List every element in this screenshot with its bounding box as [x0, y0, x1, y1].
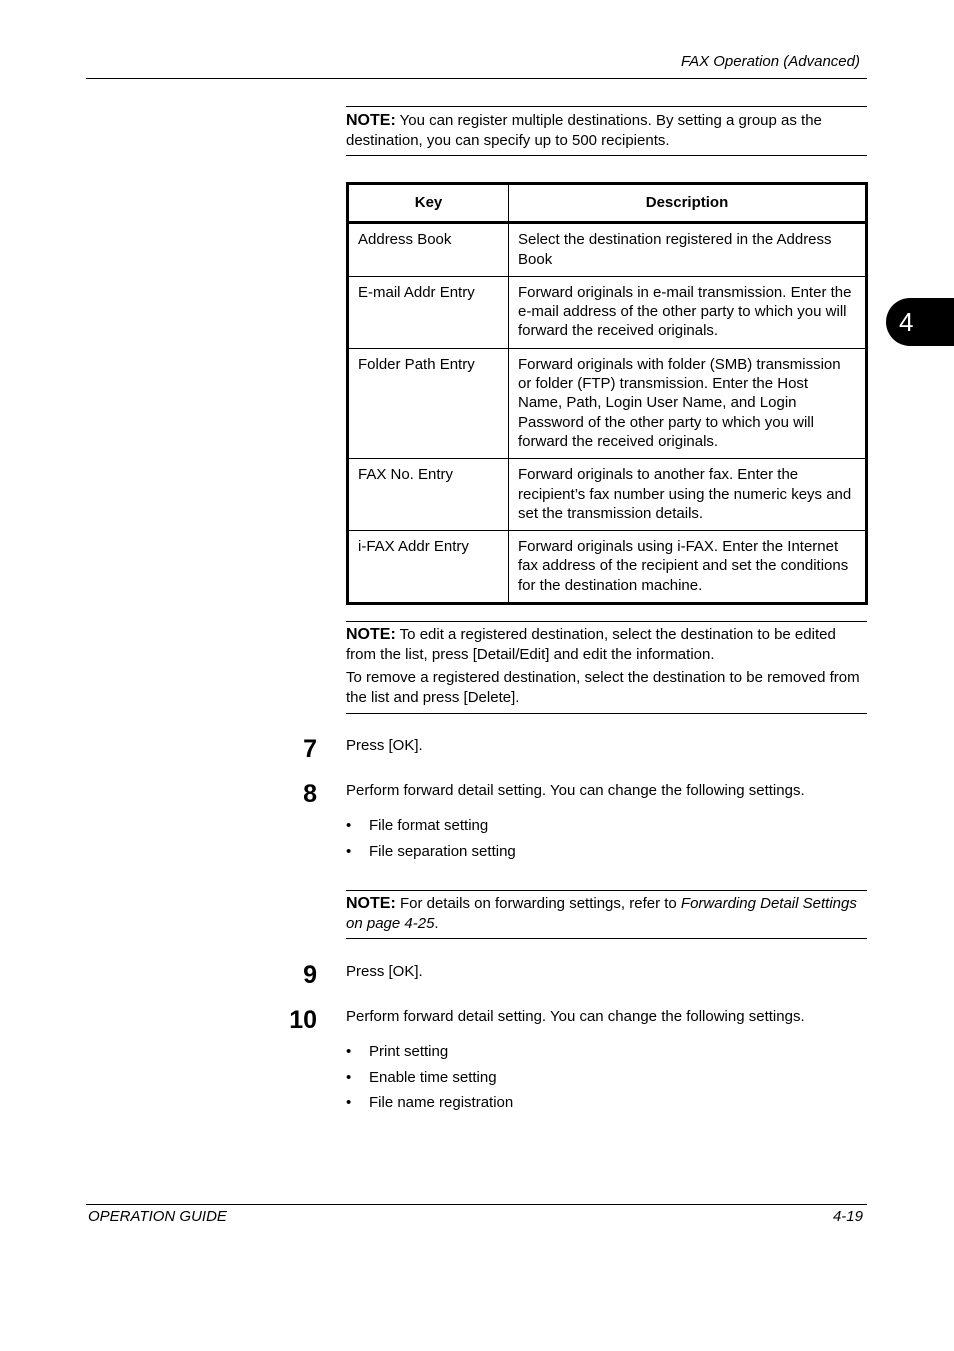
table-row	[348, 223, 867, 277]
table-row	[348, 276, 867, 348]
key-cell: FAX No. Entry	[348, 459, 509, 531]
key-cell: i-FAX Addr Entry	[348, 531, 509, 604]
table-row	[348, 348, 867, 458]
list-item-label: File separation setting	[369, 843, 516, 860]
list-item-label: File name registration	[369, 1094, 514, 1111]
key-cell: Folder Path Entry	[348, 348, 509, 458]
list-item-label: File format setting	[369, 817, 489, 834]
table-header-row	[348, 184, 867, 223]
bullet-glyph: •	[346, 1094, 352, 1111]
running-header: FAX Operation (Advanced)	[681, 53, 860, 70]
step-number: 8	[303, 780, 317, 808]
step-number: 7	[303, 735, 317, 763]
key-description-table	[346, 182, 868, 605]
note-forwarding-settings	[346, 890, 867, 939]
step-text: Perform forward detail setting. You can change the following settings.	[346, 1008, 805, 1025]
description-cell: Forward originals with folder (SMB) transmission or folder (FTP) transmission. Enter the Host Name, Path, Login User Name, and Login Password of the other party to which you will forward the received originals.	[509, 348, 867, 458]
list-item-label: Enable time setting	[369, 1069, 497, 1086]
note-label: NOTE:	[346, 112, 396, 129]
description-cell: Select the destination registered in the Address Book	[509, 223, 867, 277]
note-edit-remove-destination	[346, 621, 867, 714]
header-rule	[86, 78, 867, 79]
list-item	[346, 1094, 513, 1111]
bullet-glyph: •	[346, 1043, 352, 1060]
key-cell: Address Book	[348, 223, 509, 277]
note-multiple-destinations	[346, 106, 867, 156]
column-header-key: Key	[348, 184, 509, 223]
step-text: Press [OK].	[346, 737, 423, 754]
list-item	[346, 1043, 448, 1060]
chapter-tab: 4	[886, 298, 954, 346]
table-row	[348, 531, 867, 604]
list-item	[346, 843, 516, 860]
note-label: NOTE:	[346, 626, 396, 643]
page-number: 4-19	[832, 1208, 863, 1225]
bullet-glyph: •	[346, 1069, 352, 1086]
key-cell: E-mail Addr Entry	[348, 276, 509, 348]
column-header-description: Description	[509, 184, 867, 223]
step-text: Perform forward detail setting. You can change the following settings.	[346, 782, 805, 799]
description-cell: Forward originals using i-FAX. Enter the Internet fax address of the recipient and set the conditions for the destination machine.	[509, 531, 867, 604]
footer-rule	[86, 1204, 867, 1205]
step-number: 9	[303, 961, 317, 989]
footer-guide-title: OPERATION GUIDE	[88, 1208, 227, 1225]
description-cell: Forward originals to another fax. Enter the recipient’s fax number using the numeric keys and set the transmission details.	[509, 459, 867, 531]
description-cell: Forward originals in e-mail transmission. Enter the e-mail address of the other party to which you will forward the received originals.	[509, 276, 867, 348]
note-text-remove: To remove a registered destination, select the destination to be removed from the list and press [Delete].	[346, 669, 860, 706]
note-text-end: .	[434, 914, 439, 932]
table-row	[348, 459, 867, 531]
note-text: For details on forwarding settings, refer to	[395, 895, 681, 912]
note-label: NOTE:	[346, 895, 396, 912]
list-item	[346, 817, 488, 834]
list-item-label: Print setting	[369, 1043, 449, 1060]
step-text: Press [OK].	[346, 963, 423, 980]
note-text: To edit a registered destination, select the destination to be edited from the list, press [Detail/Edit] and edit the information.	[346, 626, 836, 663]
step-number: 10	[289, 1006, 317, 1034]
bullet-glyph: •	[346, 817, 352, 834]
bullet-glyph: •	[346, 843, 352, 860]
note-text: You can register multiple destinations. By setting a group as the destination, you can specify up to 500 recipients.	[346, 112, 822, 149]
cross-reference: Forwarding Detail Settings on page 4-25	[346, 895, 857, 932]
list-item	[346, 1069, 497, 1086]
